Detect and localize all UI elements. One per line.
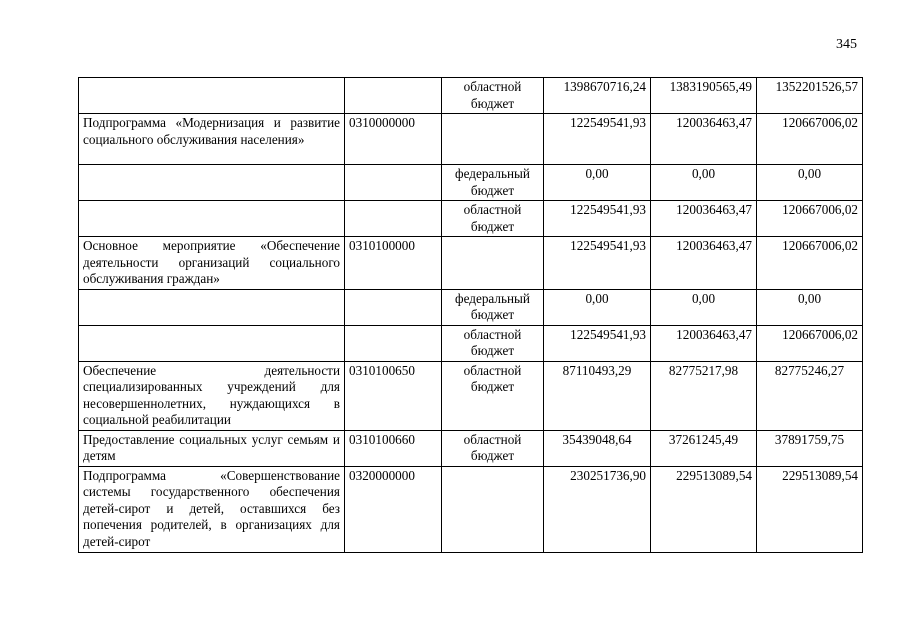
row-value-3: 120667006,02 bbox=[757, 325, 863, 361]
row-value-2: 1383190565,49 bbox=[651, 78, 757, 114]
row-value-2: 120036463,47 bbox=[651, 325, 757, 361]
row-value-2: 120036463,47 bbox=[651, 114, 757, 165]
row-source bbox=[442, 466, 544, 552]
row-name bbox=[79, 165, 345, 201]
row-code bbox=[345, 78, 442, 114]
row-value-1: 35439048,64 bbox=[544, 430, 651, 466]
table-row bbox=[79, 165, 863, 201]
row-value-1: 87110493,29 bbox=[544, 361, 651, 430]
table-row bbox=[79, 430, 863, 466]
row-name: Подпрограмма «Совершенствование системы государственного обеспечения детей-сирот и детей, оставшихся без попечения родителей, в организациях для детей-сирот bbox=[79, 466, 345, 552]
row-value-2: 120036463,47 bbox=[651, 237, 757, 290]
row-value-3: 0,00 bbox=[757, 289, 863, 325]
row-name bbox=[79, 325, 345, 361]
row-value-3: 120667006,02 bbox=[757, 237, 863, 290]
row-value-1: 230251736,90 bbox=[544, 466, 651, 552]
row-source: областной бюджет bbox=[442, 201, 544, 237]
row-value-2: 82775217,98 bbox=[651, 361, 757, 430]
row-code: 0310100000 bbox=[345, 237, 442, 290]
row-source bbox=[442, 114, 544, 165]
row-value-1: 122549541,93 bbox=[544, 114, 651, 165]
row-source: областной бюджет bbox=[442, 325, 544, 361]
row-source bbox=[442, 237, 544, 290]
row-value-3: 120667006,02 bbox=[757, 201, 863, 237]
row-code bbox=[345, 325, 442, 361]
row-value-3: 0,00 bbox=[757, 165, 863, 201]
row-value-2: 0,00 bbox=[651, 289, 757, 325]
table-row bbox=[79, 201, 863, 237]
table-row bbox=[79, 466, 863, 552]
row-name: Основное мероприятие «Обеспечение деятельности организаций социального обслуживания граждан» bbox=[79, 237, 345, 290]
row-name: Обеспечение деятельности специализированных учреждений для несовершеннолетних, нуждающихся в социальной реабилитации bbox=[79, 361, 345, 430]
table-row bbox=[79, 289, 863, 325]
row-source: областной бюджет bbox=[442, 78, 544, 114]
row-name: Предоставление социальных услуг семьям и детям bbox=[79, 430, 345, 466]
row-source: федеральный бюджет bbox=[442, 165, 544, 201]
row-value-3: 82775246,27 bbox=[757, 361, 863, 430]
row-name bbox=[79, 201, 345, 237]
row-value-3: 37891759,75 bbox=[757, 430, 863, 466]
row-value-1: 122549541,93 bbox=[544, 201, 651, 237]
row-code: 0310100650 bbox=[345, 361, 442, 430]
row-name bbox=[79, 78, 345, 114]
page-number: 345 bbox=[836, 37, 857, 52]
row-source: областной бюджет bbox=[442, 361, 544, 430]
row-value-2: 120036463,47 bbox=[651, 201, 757, 237]
table-row bbox=[79, 361, 863, 430]
table-row bbox=[79, 114, 863, 165]
row-source: областной бюджет bbox=[442, 430, 544, 466]
table-row bbox=[79, 78, 863, 114]
row-code bbox=[345, 201, 442, 237]
row-value-1: 0,00 bbox=[544, 289, 651, 325]
row-value-3: 229513089,54 bbox=[757, 466, 863, 552]
row-value-3: 120667006,02 bbox=[757, 114, 863, 165]
row-source: федеральный бюджет bbox=[442, 289, 544, 325]
row-value-2: 37261245,49 bbox=[651, 430, 757, 466]
row-value-2: 229513089,54 bbox=[651, 466, 757, 552]
row-name: Подпрограмма «Модернизация и развитие социального обслуживания населения» bbox=[79, 114, 345, 165]
row-code: 0310100660 bbox=[345, 430, 442, 466]
row-code: 0320000000 bbox=[345, 466, 442, 552]
row-value-1: 1398670716,24 bbox=[544, 78, 651, 114]
row-value-1: 0,00 bbox=[544, 165, 651, 201]
row-value-1: 122549541,93 bbox=[544, 325, 651, 361]
row-code: 0310000000 bbox=[345, 114, 442, 165]
row-value-1: 122549541,93 bbox=[544, 237, 651, 290]
table-row bbox=[79, 325, 863, 361]
row-code bbox=[345, 289, 442, 325]
table-row bbox=[79, 237, 863, 290]
row-value-3: 1352201526,57 bbox=[757, 78, 863, 114]
budget-table bbox=[78, 77, 863, 553]
row-name bbox=[79, 289, 345, 325]
row-code bbox=[345, 165, 442, 201]
row-value-2: 0,00 bbox=[651, 165, 757, 201]
